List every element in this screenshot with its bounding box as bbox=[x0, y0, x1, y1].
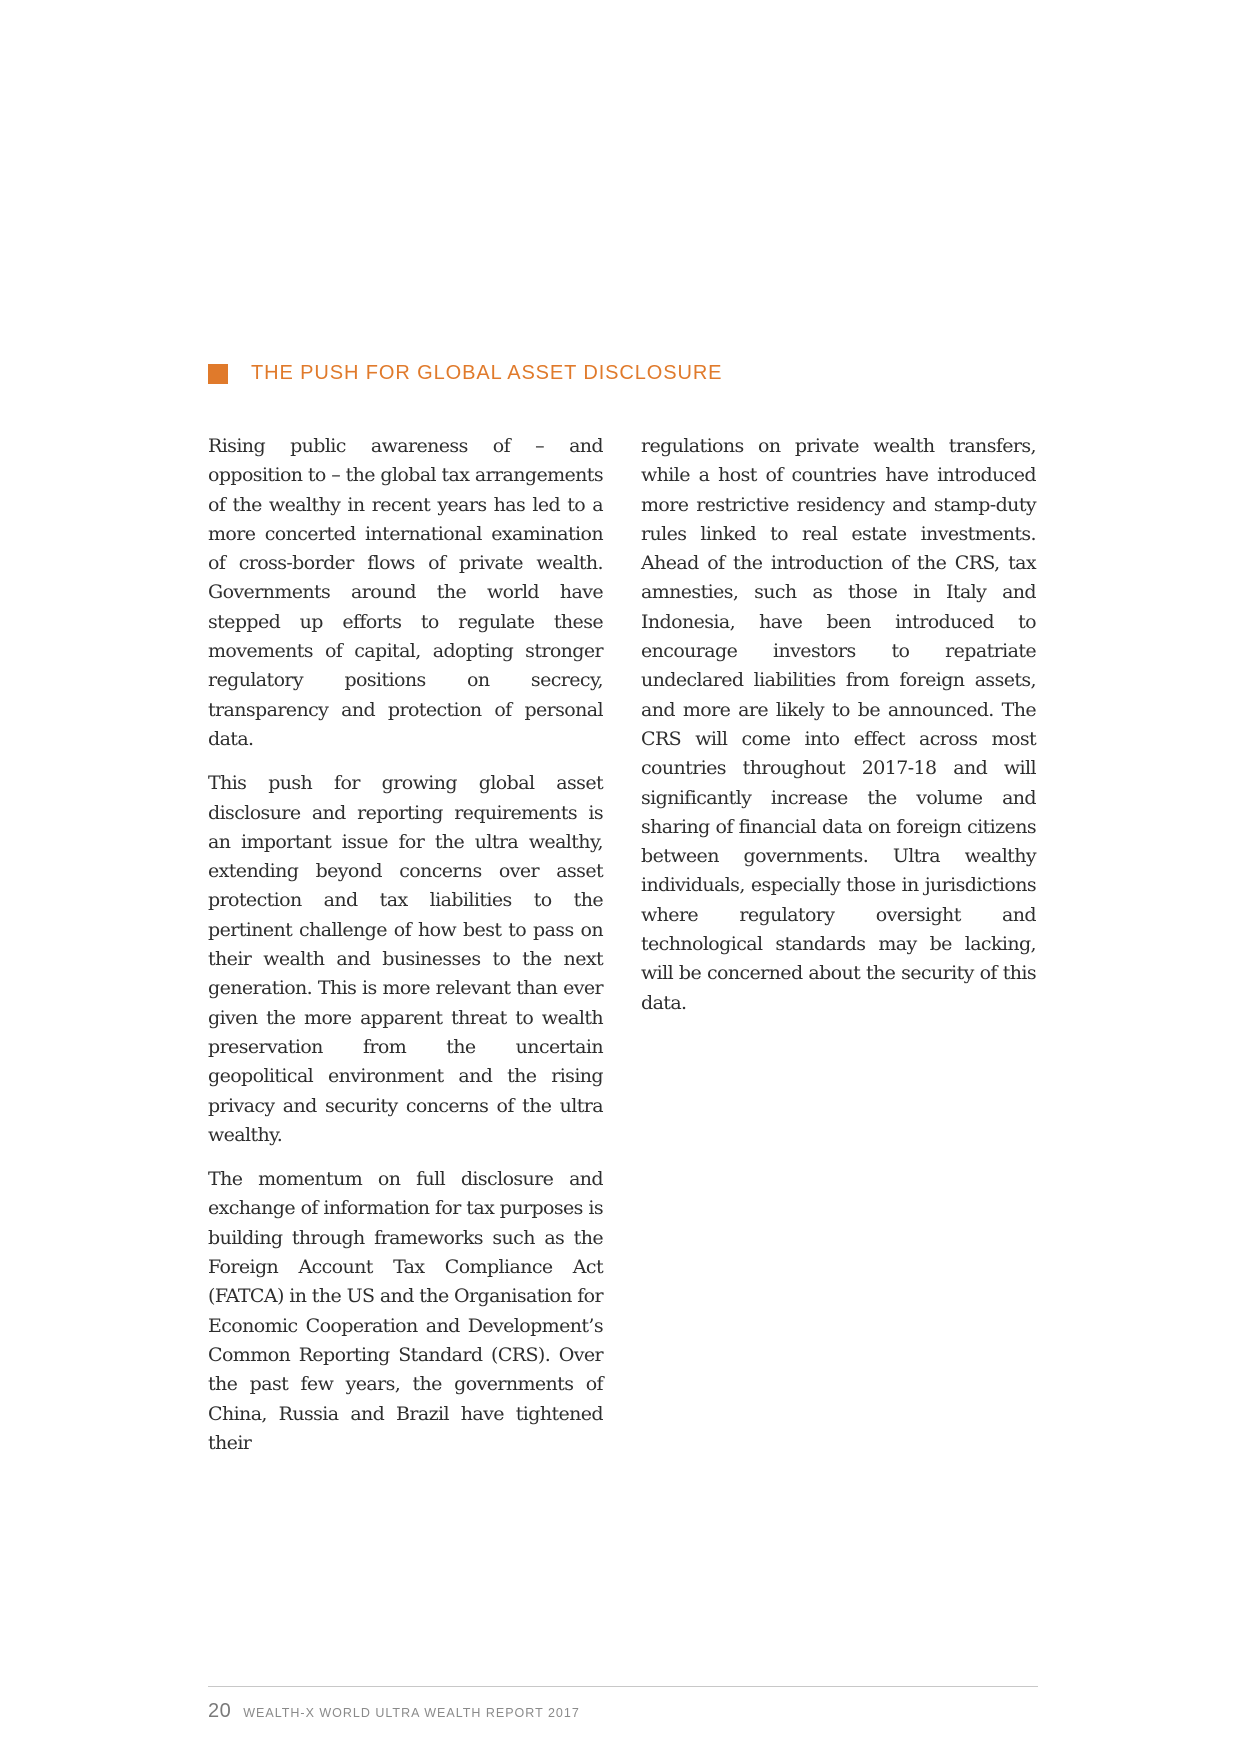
paragraph: The momentum on full disclosure and exchange of information for tax purposes is building through frameworks such as the Foreign Account Tax Compliance Act (FATCA) in the US and the Organisation for Economic Cooperation and Development’s Common Reporting Standard (CRS). Over the past few years, the governments of China, Russia and Brazil have tightened their bbox=[208, 1168, 603, 1454]
left-text-column bbox=[208, 432, 603, 1473]
paragraph: Rising public awareness of – and opposition to – the global tax arrangements of the wealthy in recent years has led to a more concerted international examination of cross-border flows of private wealth. Governments around the world have stepped up efforts to regulate these movements of capital, adopting stronger regulatory positions on secrecy, transparency and protection of personal data. bbox=[208, 435, 603, 750]
paragraph: regulations on private wealth transfers, while a host of countries have introduced more restrictive residency and stamp-duty rules linked to real estate investments. Ahead of the introduction of the CRS, tax amnesties, such as those in Italy and Indonesia, have been introduced to encourage investors to repatriate undeclared liabilities from foreign assets, and more are likely to be announced. The CRS will come into effect across most countries throughout 2017-18 and will significantly increase the volume and sharing of financial data on foreign citizens between governments. Ultra wealthy individuals, especially those in jurisdictions where regulatory oversight and technological standards may be lacking, will be concerned about the security of this data. bbox=[641, 435, 1036, 1014]
page-number: 20 bbox=[208, 1700, 232, 1722]
report-title: WEALTH-X WORLD ULTRA WEALTH REPORT 2017 bbox=[243, 1706, 580, 1720]
footer-divider bbox=[208, 1686, 1038, 1687]
right-text-column bbox=[641, 432, 1036, 1033]
paragraph: This push for growing global asset disclosure and reporting requirements is an important issue for the ultra wealthy, extending beyond concerns over asset protection and tax liabilities to the pertinent challenge of how best to pass on their wealth and businesses to the next generation. This is more relevant than ever given the more apparent threat to wealth preservation from the uncertain geopolitical environment and the rising privacy and security concerns of the ultra wealthy. bbox=[208, 772, 603, 1146]
section-header bbox=[208, 362, 722, 385]
orange-square-icon bbox=[208, 364, 228, 384]
page-footer bbox=[208, 1700, 580, 1723]
section-heading: THE PUSH FOR GLOBAL ASSET DISCLOSURE bbox=[251, 362, 723, 384]
